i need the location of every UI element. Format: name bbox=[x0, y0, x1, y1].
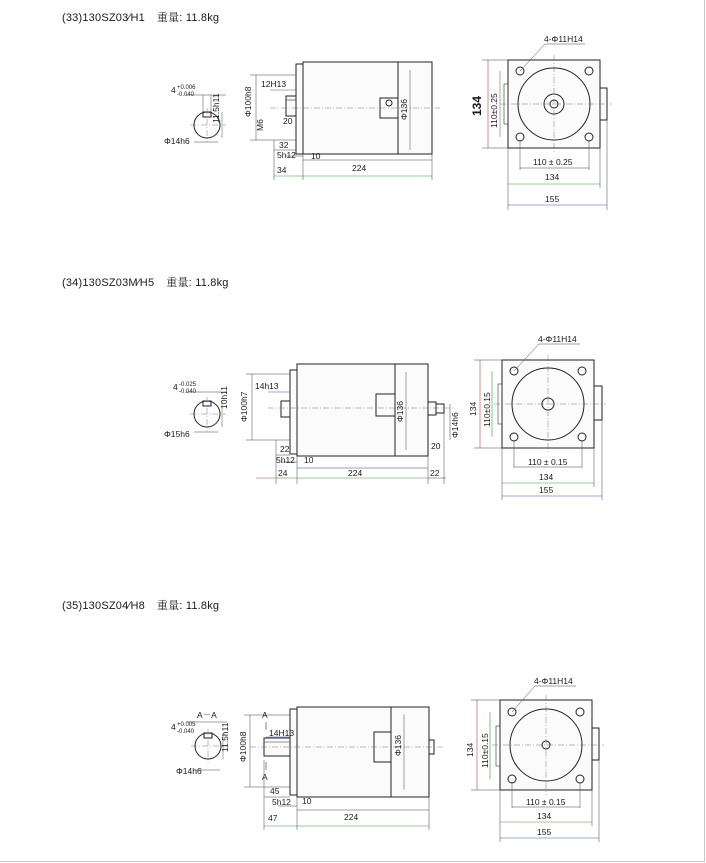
terminal-box bbox=[376, 394, 395, 416]
dim-20: 20 bbox=[431, 441, 441, 451]
holes-spec: 4-Φ11H14 bbox=[544, 34, 583, 44]
key-height: 11.5h11 bbox=[211, 93, 221, 123]
key-tol-upper: +0.005 bbox=[177, 722, 196, 728]
dim-224: 224 bbox=[348, 468, 363, 478]
front-shaft bbox=[286, 96, 296, 116]
shaft-cross-section bbox=[171, 710, 230, 776]
flange bbox=[290, 370, 297, 454]
dim-24: 24 bbox=[278, 468, 288, 478]
terminal-box-end bbox=[594, 386, 602, 420]
model-title: (35)130SZ04∕H8 bbox=[62, 600, 145, 612]
model-title: (33)130SZ03∕H1 bbox=[62, 12, 145, 24]
rear-shaft bbox=[436, 404, 444, 413]
motor-end-view bbox=[465, 676, 604, 842]
section-34-title bbox=[62, 274, 229, 290]
shaft-length: 14h13 bbox=[255, 381, 279, 391]
motor-end-view bbox=[468, 334, 606, 500]
shaft-cross-section bbox=[164, 85, 226, 146]
dim-34: 34 bbox=[277, 165, 287, 175]
width-134: 134 bbox=[537, 811, 552, 821]
pcd-vertical: 110±0.25 bbox=[489, 93, 499, 128]
pcd-vertical: 110±0.15 bbox=[482, 392, 492, 427]
weight-label: 重量: 11.8kg bbox=[156, 12, 220, 24]
flange-diameter: Φ100h8 bbox=[238, 731, 248, 762]
motor-side-view bbox=[239, 364, 460, 484]
section-mark-a: A bbox=[262, 710, 268, 720]
weight-label: 重量: 11.8kg bbox=[166, 277, 229, 289]
flange bbox=[296, 64, 303, 154]
rear-shaft-diameter: Φ14h6 bbox=[450, 412, 460, 438]
width-134: 134 bbox=[545, 172, 560, 182]
body-diameter: Φ136 bbox=[395, 401, 405, 422]
key-width: 4 bbox=[171, 85, 176, 95]
key-tol-lower: -0.040 bbox=[179, 389, 197, 395]
shaft-length: 12H13 bbox=[261, 79, 287, 89]
body-diameter: Φ136 bbox=[393, 735, 403, 756]
rear-shaft-collar bbox=[428, 402, 436, 415]
pcd-horizontal: 110 ± 0.15 bbox=[526, 797, 566, 807]
dim-5: 5h12 bbox=[277, 150, 296, 160]
section-34-drawing bbox=[0, 300, 706, 510]
motor-end-view bbox=[470, 34, 612, 210]
shaft-diameter: Φ14h6 bbox=[176, 766, 202, 776]
terminal-box-end bbox=[592, 728, 599, 760]
shaft-diameter: Φ14h6 bbox=[164, 136, 190, 146]
front-shaft bbox=[281, 401, 290, 417]
section-33-drawing bbox=[0, 0, 706, 220]
body-diameter: Φ136 bbox=[399, 99, 409, 120]
key-width: 4 bbox=[173, 382, 178, 392]
thread-size: M6 bbox=[255, 119, 265, 131]
dim-45: 45 bbox=[270, 786, 280, 796]
dim-224: 224 bbox=[344, 812, 359, 822]
flange-diameter: Φ100h7 bbox=[239, 391, 249, 422]
dim-10: 10 bbox=[304, 455, 314, 465]
dim-224: 224 bbox=[352, 163, 367, 173]
height-134: 134 bbox=[465, 742, 475, 757]
dim-10: 10 bbox=[302, 796, 312, 806]
dim-10: 10 bbox=[311, 151, 321, 161]
holes-spec: 4-Φ11H14 bbox=[534, 676, 573, 686]
key-tol-lower: -0.040 bbox=[177, 729, 195, 735]
motor-side-view bbox=[238, 707, 445, 830]
model-title: (34)130SZ03M∕H5 bbox=[62, 277, 155, 289]
dim-32: 32 bbox=[279, 140, 289, 150]
dim-47: 47 bbox=[268, 813, 278, 823]
key-height: 10h11 bbox=[219, 385, 229, 409]
section-label: A－A bbox=[197, 710, 217, 720]
shaft-cross-section bbox=[164, 382, 229, 439]
shaft-diameter: Φ15h6 bbox=[164, 429, 190, 439]
height-134: 134 bbox=[468, 401, 478, 416]
motor-side-view bbox=[243, 62, 440, 180]
pcd-horizontal: 110 ± 0.15 bbox=[528, 457, 568, 467]
shaft-length-20: 20 bbox=[283, 116, 293, 126]
pcd-horizontal: 110 ± 0.25 bbox=[533, 157, 573, 167]
key-tol-upper: +0.006 bbox=[177, 85, 196, 91]
height-134: 134 bbox=[470, 95, 484, 116]
pcd-vertical: 110±0.15 bbox=[480, 733, 490, 768]
section-mark-a: A bbox=[262, 772, 268, 782]
dim-5: 5h12 bbox=[272, 797, 291, 807]
overall-155: 155 bbox=[537, 827, 552, 837]
key-tol-lower: -0.040 bbox=[177, 92, 195, 98]
flange-diameter: Φ100h8 bbox=[243, 86, 253, 117]
overall-155: 155 bbox=[545, 194, 560, 204]
shaft-length: 14H13 bbox=[269, 728, 295, 738]
key-tol-upper: -0.025 bbox=[179, 382, 197, 388]
width-134: 134 bbox=[539, 472, 554, 482]
section-35-drawing bbox=[0, 660, 706, 860]
key-height: 11.5h11 bbox=[220, 722, 230, 752]
dim-5: 5h12 bbox=[276, 455, 295, 465]
key-width: 4 bbox=[171, 722, 176, 732]
dim-22-rear: 22 bbox=[430, 468, 440, 478]
flange bbox=[290, 709, 297, 795]
holes-spec: 4-Φ11H14 bbox=[538, 334, 577, 344]
dim-22: 22 bbox=[280, 444, 290, 454]
overall-155: 155 bbox=[539, 485, 554, 495]
weight-label: 重量: 11.8kg bbox=[156, 600, 220, 612]
section-35-title bbox=[62, 597, 219, 613]
